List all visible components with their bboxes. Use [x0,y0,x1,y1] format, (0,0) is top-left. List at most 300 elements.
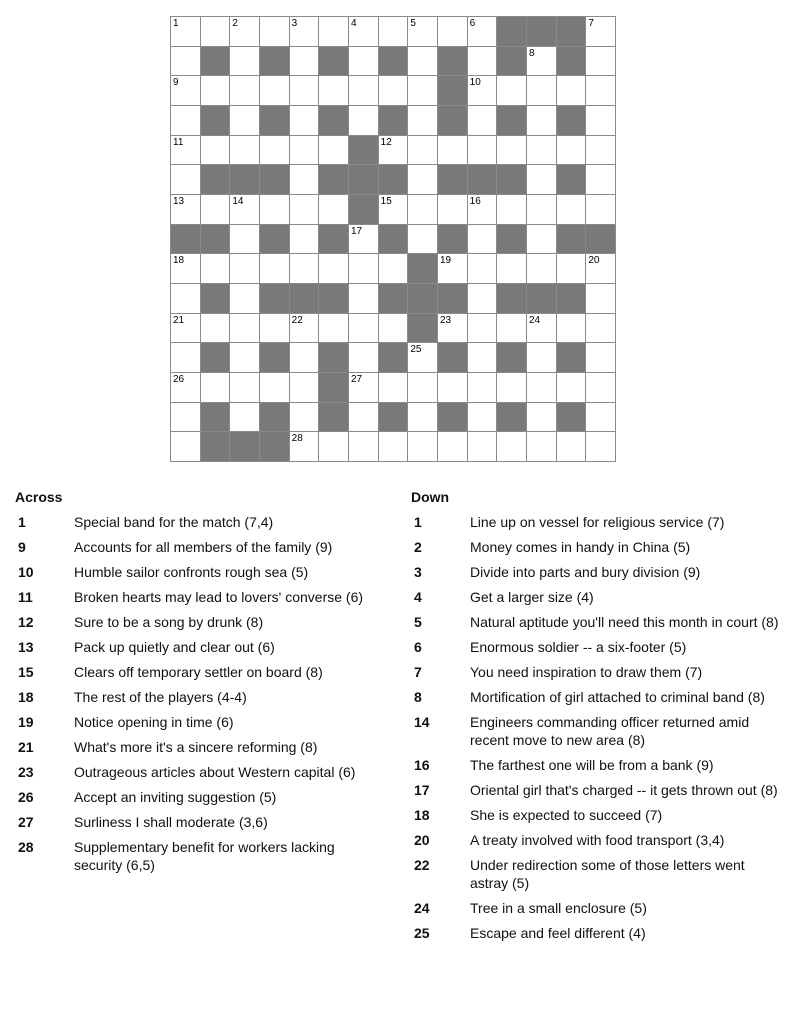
grid-cell-black [260,284,290,314]
grid-cell[interactable] [171,47,201,77]
grid-cell[interactable] [230,17,260,47]
grid-cell-black [408,254,438,284]
clue-text: Line up on vessel for religious service (7) [470,514,725,530]
grid-cell-black [497,403,527,433]
down-clues [411,488,781,949]
grid-cell[interactable] [586,373,616,403]
grid-cell[interactable] [497,373,527,403]
grid-cell[interactable] [290,373,320,403]
grid-cell-black [379,225,409,255]
grid-cell[interactable] [290,225,320,255]
grid-cell[interactable] [201,76,231,106]
grid-cell[interactable] [379,136,409,166]
grid-cell-black [319,165,349,195]
clue-text: What's more it's a sincere reforming (8) [74,739,318,755]
clue-number: 6 [469,18,476,29]
grid-cell[interactable] [557,432,587,462]
grid-cell[interactable] [408,106,438,136]
across-clue [15,813,385,831]
grid-cell[interactable] [349,76,379,106]
clue-number: 19 [18,714,34,730]
grid-cell[interactable] [586,432,616,462]
grid-cell-black [260,165,290,195]
grid-cell-black [438,284,468,314]
grid-cell[interactable] [468,403,498,433]
grid-cell-black [557,106,587,136]
grid-cell[interactable] [171,373,201,403]
grid-cell-black [201,432,231,462]
across-clue [15,688,385,706]
clue-number: 18 [18,689,34,705]
grid-cell[interactable] [586,76,616,106]
grid-cell-black [497,47,527,77]
grid-cell[interactable] [497,195,527,225]
grid-cell[interactable] [319,254,349,284]
across-clue [15,713,385,731]
crossword-grid [170,16,616,462]
clue-number: 26 [173,373,185,385]
clue-text: Mortification of girl attached to criminal band (8) [470,689,765,705]
grid-cell[interactable] [557,136,587,166]
grid-cell[interactable] [290,195,320,225]
clue-text: Tree in a small enclosure (5) [470,900,647,916]
grid-cell[interactable] [468,106,498,136]
grid-cell[interactable] [497,432,527,462]
clue-number: 2 [232,18,238,29]
grid-cell[interactable] [497,136,527,166]
grid-cell[interactable] [468,17,498,47]
grid-cell[interactable] [290,254,320,284]
across-clue [15,738,385,756]
clue-number: 12 [380,136,392,148]
grid-cell[interactable] [260,254,290,284]
grid-cell-black [290,284,320,314]
clue-number: 12 [18,614,34,630]
grid-cell[interactable] [230,373,260,403]
grid-cell[interactable] [527,225,557,255]
clue-number: 20 [414,832,430,848]
clue-text: Under redirection some of those letters went astray (5) [470,857,745,891]
down-clue [411,713,781,749]
grid-cell[interactable] [260,373,290,403]
grid-cell[interactable] [349,254,379,284]
grid-cell[interactable] [527,254,557,284]
grid-cell[interactable] [349,17,379,47]
grid-cell[interactable] [408,136,438,166]
clue-number: 15 [18,664,34,680]
grid-cell[interactable] [171,106,201,136]
clue-number: 17 [414,782,430,798]
down-clue [411,513,781,531]
grid-cell-black [201,403,231,433]
grid-cell[interactable] [171,403,201,433]
grid-cell-black [497,106,527,136]
grid-cell[interactable] [201,373,231,403]
grid-cell[interactable] [171,284,201,314]
grid-cell[interactable] [468,314,498,344]
clue-text: Outrageous articles about Western capital (6) [74,764,356,780]
clue-number: 4 [414,589,422,605]
grid-cell-black [557,47,587,77]
grid-cell[interactable] [171,17,201,47]
grid-cell[interactable] [586,136,616,166]
grid-cell-black [438,225,468,255]
grid-cell-black [349,165,379,195]
grid-cell-black [497,343,527,373]
clue-number: 9 [18,539,26,555]
grid-cell[interactable] [230,314,260,344]
grid-cell-black [408,284,438,314]
grid-cell-black [557,165,587,195]
grid-cell[interactable] [408,403,438,433]
clue-number: 28 [18,839,34,855]
grid-cell[interactable] [290,403,320,433]
grid-cell-black [171,225,201,255]
grid-cell[interactable] [201,314,231,344]
grid-cell[interactable] [438,432,468,462]
grid-cell-black [557,403,587,433]
grid-cell[interactable] [527,373,557,403]
clue-text: Accept an inviting suggestion (5) [74,789,277,805]
clue-number: 22 [414,857,430,873]
across-clue [15,613,385,631]
clue-number: 25 [410,344,422,356]
grid-cell[interactable] [557,314,587,344]
grid-cell[interactable] [230,76,260,106]
grid-cell[interactable] [586,343,616,373]
grid-cell[interactable] [438,195,468,225]
grid-cell[interactable] [379,373,409,403]
grid-cell[interactable] [468,225,498,255]
grid-cell[interactable] [290,343,320,373]
grid-cell-black [379,165,409,195]
grid-cell[interactable] [586,106,616,136]
clue-text: Clears off temporary settler on board (8) [74,664,323,680]
down-clue-list [411,513,781,942]
grid-cell[interactable] [349,403,379,433]
grid-cell-black [379,284,409,314]
grid-cell[interactable] [349,225,379,255]
grid-cell[interactable] [408,432,438,462]
grid-cell-black [379,343,409,373]
clue-text: Sure to be a song by drunk (8) [74,614,264,630]
grid-cell[interactable] [527,343,557,373]
grid-cell[interactable] [201,195,231,225]
grid-cell[interactable] [349,432,379,462]
across-clue [15,838,385,874]
clue-number: 21 [173,314,185,326]
grid-cell[interactable] [319,432,349,462]
down-clue [411,688,781,706]
clue-number: 9 [173,77,179,89]
grid-cell[interactable] [290,17,320,47]
grid-cell[interactable] [438,373,468,403]
across-clue [15,663,385,681]
clue-number: 25 [414,925,430,941]
down-clue [411,781,781,799]
grid-cell[interactable] [586,284,616,314]
grid-cell[interactable] [527,432,557,462]
grid-cell[interactable] [290,432,320,462]
grid-cell[interactable] [557,254,587,284]
grid-cell[interactable] [408,47,438,77]
grid-cell[interactable] [201,254,231,284]
grid-cell[interactable] [260,136,290,166]
grid-cell[interactable] [349,314,379,344]
clue-number: 13 [173,195,185,207]
grid-cell[interactable] [468,343,498,373]
grid-cell[interactable] [171,136,201,166]
across-clue [15,763,385,781]
grid-cell[interactable] [319,17,349,47]
grid-cell[interactable] [319,76,349,106]
grid-cell[interactable] [230,284,260,314]
grid-cell[interactable] [349,343,379,373]
grid-cell[interactable] [527,106,557,136]
grid-cell-black [379,47,409,77]
clue-text: Humble sailor confronts rough sea (5) [74,564,309,580]
grid-cell-black [260,343,290,373]
grid-cell[interactable] [171,343,201,373]
grid-cell[interactable] [319,195,349,225]
clue-number: 5 [410,18,416,29]
grid-cell[interactable] [230,403,260,433]
clue-text: Natural aptitude you'll need this month in court (8) [470,614,779,630]
grid-cell[interactable] [290,314,320,344]
grid-cell[interactable] [557,195,587,225]
grid-cell[interactable] [497,254,527,284]
clue-number: 23 [18,764,34,780]
grid-cell-black [201,47,231,77]
grid-cell-black [201,284,231,314]
grid-cell[interactable] [468,284,498,314]
clue-number: 6 [414,639,422,655]
grid-cell[interactable] [290,136,320,166]
clue-number: 22 [291,314,303,326]
clue-number: 4 [350,18,357,29]
down-clue [411,588,781,606]
grid-cell[interactable] [290,106,320,136]
clue-number: 1 [414,514,422,530]
clue-number: 1 [173,18,179,29]
clue-number: 14 [414,714,430,730]
grid-cell[interactable] [527,165,557,195]
grid-cell-black [260,47,290,77]
across-clue [15,563,385,581]
down-clue [411,538,781,556]
clue-text: Divide into parts and bury division (9) [470,564,701,580]
grid-cell[interactable] [201,136,231,166]
grid-cell-black [379,403,409,433]
grid-cell-black [379,106,409,136]
grid-cell-black [438,106,468,136]
grid-cell[interactable] [230,47,260,77]
clue-number: 14 [232,195,244,207]
grid-cell[interactable] [171,432,201,462]
grid-cell[interactable] [408,195,438,225]
grid-cell[interactable] [171,165,201,195]
grid-cell[interactable] [497,76,527,106]
grid-cell[interactable] [468,373,498,403]
clue-number: 26 [18,789,34,805]
across-clue [15,588,385,606]
grid-cell[interactable] [468,76,498,106]
clue-number: 5 [414,614,422,630]
clue-number: 2 [414,539,422,555]
grid-cell-black [438,165,468,195]
grid-cell[interactable] [527,403,557,433]
grid-cell-black [497,284,527,314]
grid-cell[interactable] [230,343,260,373]
clue-number: 13 [18,639,34,655]
grid-cell-black [349,195,379,225]
grid-cell[interactable] [260,195,290,225]
grid-cell[interactable] [586,254,616,284]
grid-cell[interactable] [527,195,557,225]
clue-number: 17 [350,225,363,237]
clue-number: 27 [18,814,34,830]
grid-cell[interactable] [379,195,409,225]
clue-text: The rest of the players (4-4) [74,689,247,705]
grid-cell-black [527,17,557,47]
grid-cell[interactable] [171,195,201,225]
grid-cell[interactable] [349,47,379,77]
grid-cell[interactable] [201,17,231,47]
grid-cell[interactable] [379,314,409,344]
clue-number: 18 [173,255,185,267]
grid-cell[interactable] [468,195,498,225]
grid-cell[interactable] [586,314,616,344]
grid-cell[interactable] [527,47,557,77]
clue-number: 28 [291,433,303,445]
grid-cell-black [230,432,260,462]
grid-cell[interactable] [586,17,616,47]
grid-cell[interactable] [379,254,409,284]
clue-number: 10 [18,564,34,580]
down-clue [411,638,781,656]
clue-text: Get a larger size (4) [470,589,594,605]
grid-cell[interactable] [349,106,379,136]
clue-number: 18 [414,807,430,823]
down-clue [411,899,781,917]
grid-cell[interactable] [290,76,320,106]
grid-cell[interactable] [260,314,290,344]
grid-cell[interactable] [468,136,498,166]
grid-cell[interactable] [527,76,557,106]
grid-cell[interactable] [408,225,438,255]
grid-cell[interactable] [408,17,438,47]
grid-cell-black [319,47,349,77]
grid-cell[interactable] [557,373,587,403]
grid-cell[interactable] [438,17,468,47]
clue-text: She is expected to succeed (7) [470,807,663,823]
grid-cell-black [230,165,260,195]
grid-cell-black [260,432,290,462]
grid-cell[interactable] [319,314,349,344]
grid-cell[interactable] [438,136,468,166]
grid-cell[interactable] [379,76,409,106]
clue-text: Supplementary benefit for workers lacking security (6,5) [74,839,335,873]
clue-text: The farthest one will be from a bank (9) [470,757,714,773]
across-clue [15,513,385,531]
clue-text: A treaty involved with food transport (3,4) [470,832,725,848]
grid-cell-black [319,106,349,136]
clue-number: 16 [414,757,430,773]
grid-cell[interactable] [408,165,438,195]
clue-text: Notice opening in time (6) [74,714,234,730]
grid-cell[interactable] [468,47,498,77]
grid-cell[interactable] [290,165,320,195]
grid-cell[interactable] [586,195,616,225]
grid-cell-black [201,343,231,373]
grid-cell[interactable] [468,254,498,284]
grid-cell[interactable] [379,432,409,462]
grid-cell[interactable] [586,165,616,195]
clue-number: 19 [439,255,452,267]
down-clue [411,563,781,581]
grid-cell[interactable] [230,225,260,255]
grid-cell[interactable] [230,254,260,284]
grid-cell[interactable] [557,76,587,106]
clue-number: 8 [414,689,422,705]
clue-number: 11 [173,136,184,148]
grid-cell[interactable] [171,254,201,284]
grid-cell-black [260,225,290,255]
down-clue [411,831,781,849]
clue-text: Surliness I shall moderate (3,6) [74,814,268,830]
down-clue [411,613,781,631]
grid-cell-black [319,284,349,314]
grid-cell[interactable] [349,373,379,403]
grid-cell[interactable] [319,136,349,166]
grid-cell-black [319,403,349,433]
clue-text: Broken hearts may lead to lovers' converse (6) [74,589,364,605]
grid-cell[interactable] [438,314,468,344]
grid-cell[interactable] [586,403,616,433]
grid-cell[interactable] [468,432,498,462]
grid-cell[interactable] [260,17,290,47]
grid-cell[interactable] [408,343,438,373]
clue-number: 21 [18,739,34,755]
grid-cell[interactable] [586,47,616,77]
grid-cell[interactable] [408,373,438,403]
grid-cell[interactable] [230,195,260,225]
grid-cell[interactable] [527,136,557,166]
grid-cell[interactable] [171,314,201,344]
grid-cell[interactable] [290,47,320,77]
clue-text: You need inspiration to draw them (7) [470,664,703,680]
grid-cell[interactable] [230,106,260,136]
grid-cell-black [557,284,587,314]
grid-cell[interactable] [349,284,379,314]
grid-cell[interactable] [379,17,409,47]
grid-cell-black [438,403,468,433]
grid-cell[interactable] [408,76,438,106]
clue-number: 10 [469,77,481,89]
clue-text: Oriental girl that's charged -- it gets thrown out (8) [470,782,778,798]
grid-cell-black [527,284,557,314]
grid-cell[interactable] [527,314,557,344]
clue-number: 7 [414,664,422,680]
grid-cell[interactable] [438,254,468,284]
across-clue [15,788,385,806]
grid-cell-black [438,47,468,77]
grid-cell[interactable] [260,76,290,106]
grid-cell[interactable] [497,314,527,344]
grid-cell[interactable] [171,76,201,106]
down-clue [411,856,781,892]
grid-cell[interactable] [230,136,260,166]
